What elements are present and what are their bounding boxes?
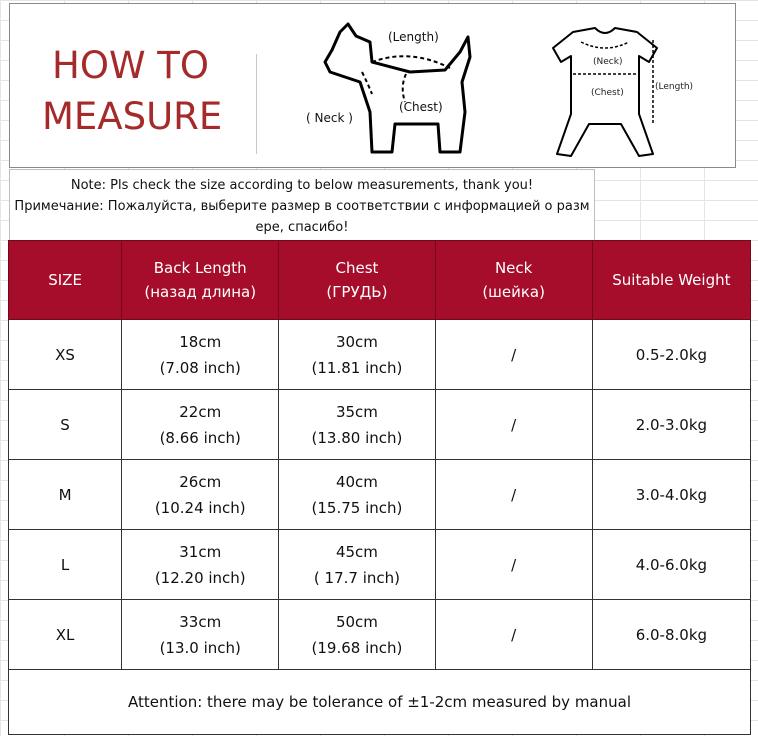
table-row xyxy=(9,600,751,670)
weight-cell: 2.0-3.0kg xyxy=(592,390,750,460)
weight-cell: 3.0-4.0kg xyxy=(592,460,750,530)
back-length-cell: 33cm (13.0 inch) xyxy=(122,600,279,670)
header-back-length: Back Length (назад длина) xyxy=(122,241,279,320)
chest-cell: 40cm (15.75 inch) xyxy=(279,460,435,530)
size-cell: L xyxy=(9,530,122,600)
size-chart-table xyxy=(8,240,751,735)
chest-cell: 45cm ( 17.7 inch) xyxy=(279,530,435,600)
weight-cell: 4.0-6.0kg xyxy=(592,530,750,600)
table-row xyxy=(9,320,751,390)
note-line-english: Note: Pls check the size according to below measurements, thank you! xyxy=(70,178,534,193)
note-line-russian-cont: ере, спасибо! xyxy=(255,220,349,235)
banner-title-line1: HOW TO xyxy=(52,44,210,87)
weight-cell: 0.5-2.0kg xyxy=(592,320,750,390)
size-cell: XL xyxy=(9,600,122,670)
header-chest: Chest (ГРУДЬ) xyxy=(279,241,435,320)
size-cell: M xyxy=(9,460,122,530)
back-length-cell: 26cm (10.24 inch) xyxy=(122,460,279,530)
neck-cell: / xyxy=(435,530,592,600)
banner-title-line2: MEASURE xyxy=(42,95,223,138)
banner-divider xyxy=(256,54,257,154)
back-length-cell: 31cm (12.20 inch) xyxy=(122,530,279,600)
neck-cell: / xyxy=(435,600,592,670)
dog-length-label: (Length) xyxy=(388,30,439,44)
header-suitable-weight: Suitable Weight xyxy=(592,241,750,320)
how-to-measure-banner xyxy=(9,3,736,168)
chest-cell: 30cm (11.81 inch) xyxy=(279,320,435,390)
garment-chest-label: (Chest) xyxy=(591,88,624,98)
neck-cell: / xyxy=(435,460,592,530)
size-cell: XS xyxy=(9,320,122,390)
back-length-cell: 18cm (7.08 inch) xyxy=(122,320,279,390)
dog-chest-label: (Chest) xyxy=(399,100,443,114)
back-length-cell: 22cm (8.66 inch) xyxy=(122,390,279,460)
size-cell: S xyxy=(9,390,122,460)
header-size: SIZE xyxy=(9,241,122,320)
table-row xyxy=(9,460,751,530)
size-note xyxy=(9,169,595,241)
neck-cell: / xyxy=(435,320,592,390)
garment-neck-label: (Neck) xyxy=(593,57,623,67)
chest-cell: 50cm (19.68 inch) xyxy=(279,600,435,670)
tolerance-note: Attention: there may be tolerance of ±1-2cm measured by manual xyxy=(9,670,751,735)
garment-length-label: (Length) xyxy=(655,82,694,92)
table-footer-row xyxy=(9,670,751,735)
table-header-row xyxy=(9,241,751,320)
neck-cell: / xyxy=(435,390,592,460)
note-line-russian: Примечание: Пожалуйста, выберите размер в соответствии с информацией о разм xyxy=(14,199,590,214)
header-neck: Neck (шейка) xyxy=(435,241,592,320)
weight-cell: 6.0-8.0kg xyxy=(592,600,750,670)
dog-neck-label: ( Neck ) xyxy=(306,111,353,125)
table-row xyxy=(9,390,751,460)
chest-cell: 35cm (13.80 inch) xyxy=(279,390,435,460)
table-row xyxy=(9,530,751,600)
